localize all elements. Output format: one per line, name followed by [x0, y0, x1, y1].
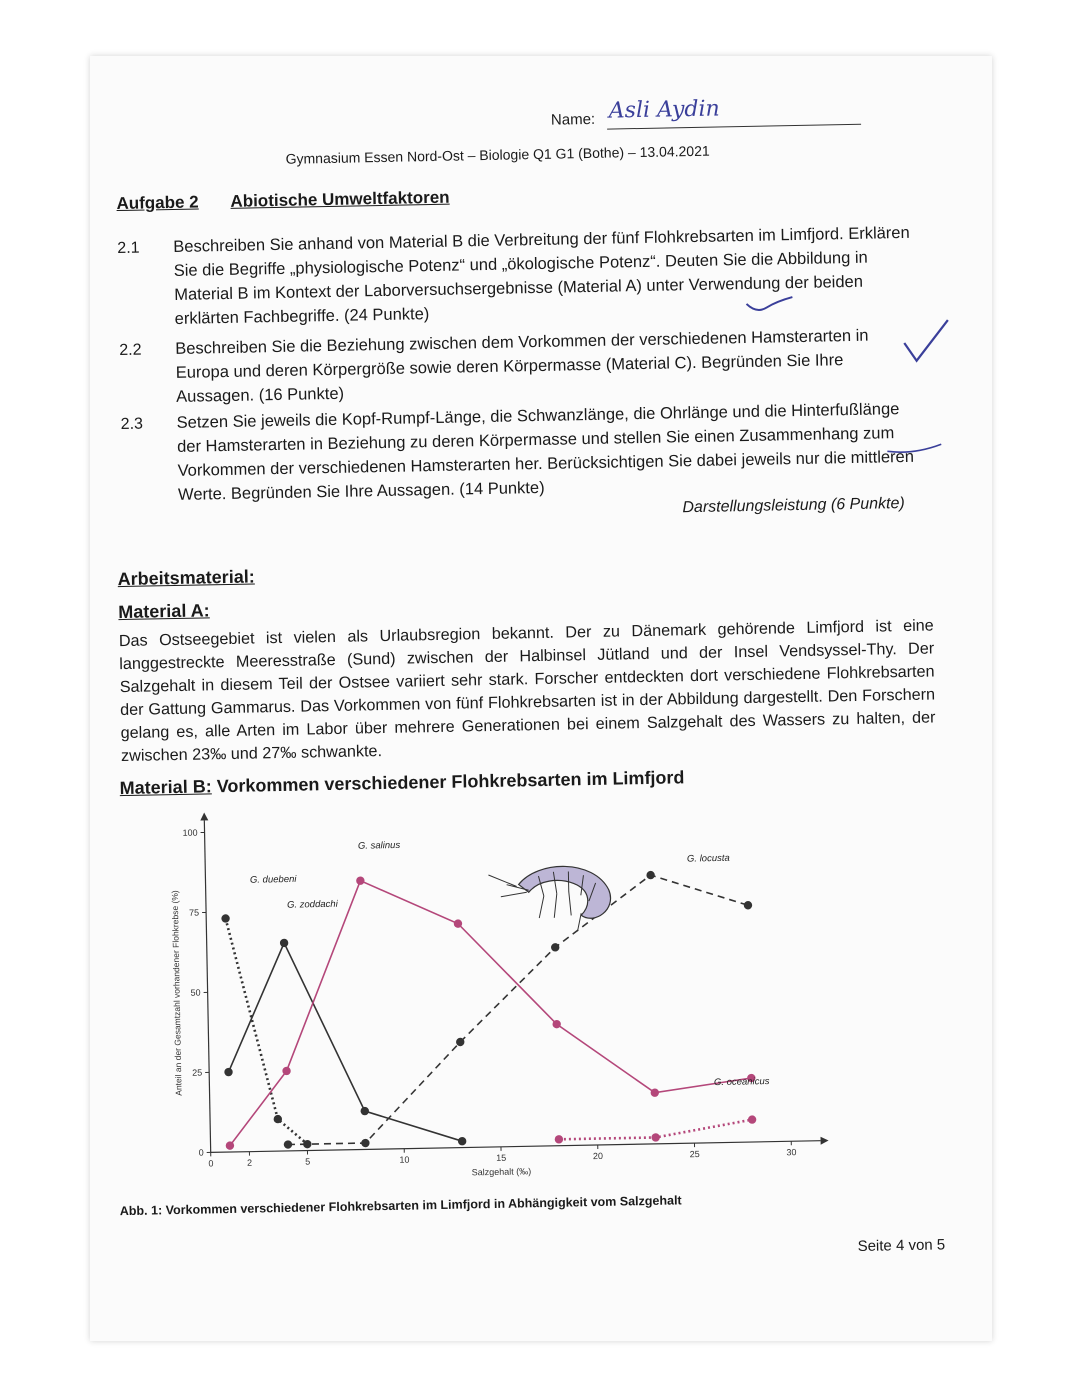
document-page	[90, 56, 992, 1341]
material-b-title: Vorkommen verschiedener Flohkrebsarten im Limfjord	[216, 767, 685, 797]
series-label-g-salinus: G. salinus	[357, 839, 401, 852]
figure-caption: Abb. 1: Vorkommen verschiedener Flohkrebsarten im Limfjord in Abhängigkeit vom Salzgehalt	[119, 1193, 682, 1219]
checkmark-icon	[742, 291, 802, 316]
name-label: Name:	[550, 110, 596, 129]
task-number: 2.2	[119, 341, 142, 360]
task-text: Beschreiben Sie die Beziehung zwischen dem Vorkommen der verschiedenen Hamsterarten in Europa und deren Körpergröße sowie deren Körpermasse (Material C). Begründen Sie Ihre Aussagen. (16 Punkte)	[175, 326, 869, 406]
y-tick-label: 100	[182, 827, 198, 838]
chart-axes	[168, 801, 829, 1183]
x-tick-label: 25	[689, 1149, 700, 1160]
data-point-g-oceanicus	[651, 1133, 660, 1142]
checkmark-icon	[898, 316, 959, 371]
y-tick-label: 50	[190, 987, 201, 998]
data-point-g-zoddachi	[280, 939, 289, 948]
series-label-g-zoddachi: G. zoddachi	[286, 898, 338, 911]
school-line: Gymnasium Essen Nord-Ost – Biologie Q1 G1 (Bothe) – 13.04.2021	[285, 142, 710, 167]
task-text: Setzen Sie jeweils die Kopf-Rumpf-Länge, die Schwanzlänge, die Ohrlänge und die Hinterfußlänge der Hamsterarten in Beziehung zu deren Körpermasse und stellen Sie einen Zusammenhang zum Vorkommen der verschiedenen Hamsterarten her. Berücksichtigen Sie dabei jeweils nur die mittleren Werte. Begründen Sie Ihre Aussagen. (14 Punkte)	[176, 400, 915, 504]
series-label-g-locusta: G. locusta	[686, 852, 730, 865]
task-number: 2.3	[120, 415, 144, 433]
x-tick-label: 20	[592, 1150, 604, 1162]
x-tick-label: 5	[305, 1156, 311, 1167]
aufgabe-label: Aufgabe 2	[116, 192, 199, 214]
salinity-chart	[152, 800, 859, 1193]
x-tick-label: 15	[496, 1152, 507, 1163]
x-axis-arrow	[821, 1137, 829, 1145]
data-point-g-zoddachi	[458, 1137, 467, 1146]
series-line-g-salinus	[225, 873, 753, 1145]
data-point-g-oceanicus	[748, 1115, 757, 1124]
data-point-g-locusta	[646, 871, 655, 880]
series-line-g-locusta	[283, 873, 752, 1144]
data-point-g-locusta	[284, 1140, 293, 1149]
data-point-g-salinus	[356, 876, 365, 885]
x-tick-label: 30	[786, 1147, 797, 1158]
y-tick-label: 75	[188, 907, 200, 918]
material-a-text: Das Ostseegebiet ist vielen als Urlaubsregion bekannt. Der zu Dänemark gehörende Limfjord ist eine langgestreckte Meeresstraße (Sund) zwischen der Halbinsel Jütland und der Insel Vendsyssel-Thy. Der Salzgehalt in diesem Teil der Ostsee variiert sehr stark. Forscher entdeckten dort verschiedene Flohkrebsarten der Gattung Gammarus. Das Vorkommen von fünf Flohkrebsarten ist in der Abbildung dargestellt. Den Forschern gelang es, alle Arten im Labor über mehrere Generationen bei einem Salzgehalt des Wassers zu halten, der zwischen 23‰ und 27‰ schwankte.	[118, 616, 936, 766]
material-b-label: Material B:	[119, 776, 212, 799]
data-point-g-zoddachi	[224, 1068, 233, 1077]
data-point-g-locusta	[361, 1139, 370, 1148]
data-point-g-zoddachi	[360, 1107, 369, 1116]
aufgabe-title: Abiotische Umweltfaktoren	[230, 187, 450, 211]
series-label-g-duebeni: G. duebeni	[249, 873, 297, 886]
data-point-g-duebeni	[221, 914, 230, 923]
darstellungsleistung: Darstellungsleistung (6 Punkte)	[682, 494, 905, 517]
series-line-g-duebeni	[226, 917, 308, 1146]
task-text: Beschreiben Sie anhand von Material B die Verbreitung der fünf Flohkrebsarten im Limfjord. Erklären Sie die Begriffe „physiologische Potenz“ und „ökologische Potenz“. Deuten Sie die Abbildung in Material B im Kontext der Laborversuchsergebnisse (Material A) unter Verwendung der beiden erklärten Fachbegriffe. (24 Punkte)	[173, 223, 910, 328]
x-tick-label: 2	[247, 1157, 253, 1168]
task-number: 2.1	[117, 239, 140, 258]
y-tick-label: 25	[192, 1067, 203, 1078]
y-axis	[204, 820, 210, 1152]
series-line-g-zoddachi	[226, 940, 462, 1146]
arbeitsmaterial-heading: Arbeitsmaterial:	[117, 566, 255, 590]
x-axis-label: Salzgehalt (‰)	[471, 1166, 532, 1178]
x-axis	[211, 1141, 821, 1153]
page-number: Seite 4 von 5	[857, 1236, 946, 1256]
series-label-g-oceanicus: G. oceanicus	[713, 1076, 770, 1089]
handwritten-name: Asli Aydin	[608, 96, 720, 124]
name-line	[607, 124, 861, 130]
material-a-title: Material A:	[118, 600, 210, 623]
shrimp-icon	[488, 865, 611, 933]
page-content	[90, 56, 992, 1341]
material-b-heading	[119, 767, 684, 799]
y-axis-label: Anteil an der Gesamtzahl vorhandener Flohkrebse (%)	[169, 890, 184, 1096]
chart-series	[221, 869, 757, 1150]
x-tick-label: 10	[399, 1154, 410, 1165]
data-point-g-oceanicus	[555, 1135, 564, 1144]
underline-mark-icon	[885, 440, 945, 461]
data-point-g-locusta	[744, 901, 753, 910]
y-axis-arrow	[200, 812, 208, 820]
y-tick-label: 0	[198, 1147, 204, 1158]
x-tick-label: 0	[208, 1158, 214, 1169]
